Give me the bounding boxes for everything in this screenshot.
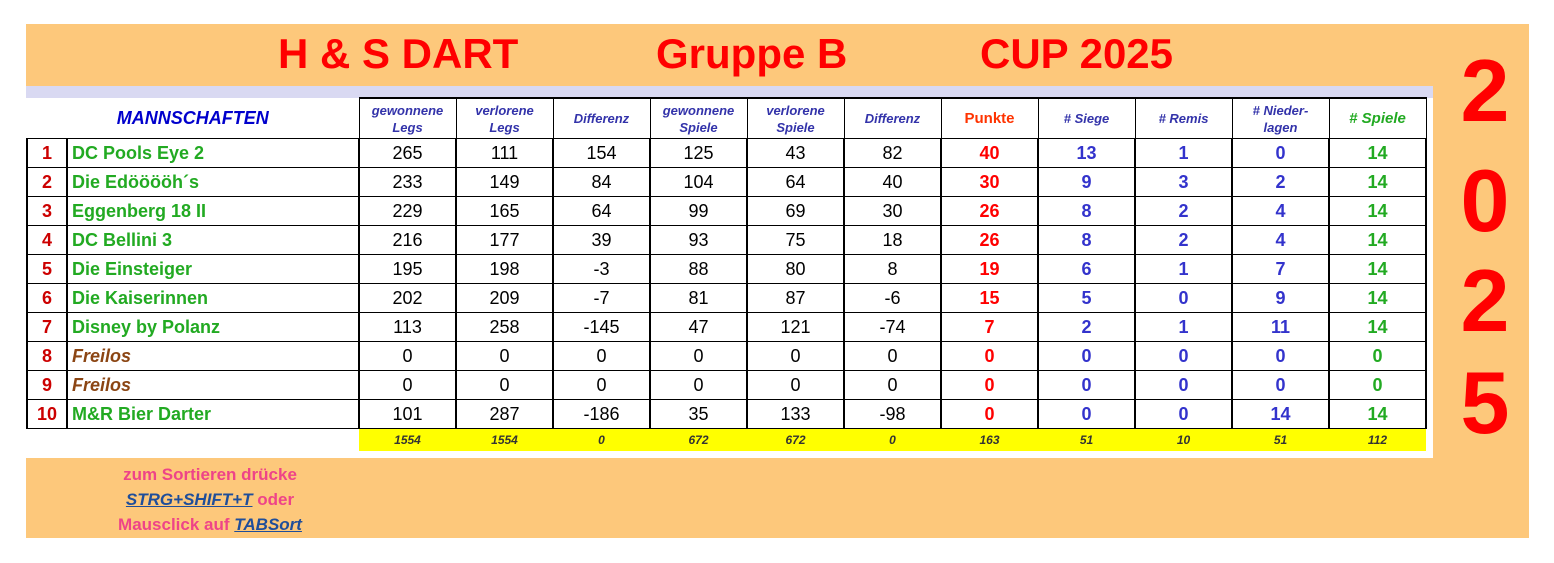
legs-diff-cell: -3 bbox=[553, 255, 650, 284]
header-games-lost[interactable]: verlorene Spiele bbox=[747, 98, 844, 139]
team-name-cell: Eggenberg 18 II bbox=[67, 197, 359, 226]
games-lost-cell: 43 bbox=[747, 139, 844, 168]
year-digit-1: 2 bbox=[1460, 41, 1510, 140]
header-played[interactable]: # Spiele bbox=[1329, 98, 1426, 139]
wins-cell: 2 bbox=[1038, 313, 1135, 342]
legs-lost-cell: 165 bbox=[456, 197, 553, 226]
wins-cell: 6 bbox=[1038, 255, 1135, 284]
legs-diff-cell: 0 bbox=[553, 342, 650, 371]
rank-cell: 6 bbox=[27, 284, 67, 313]
team-name-cell: DC Pools Eye 2 bbox=[67, 139, 359, 168]
team-name-cell: Die Edööööh´s bbox=[67, 168, 359, 197]
legs-won-cell: 0 bbox=[359, 342, 456, 371]
games-lost-cell: 121 bbox=[747, 313, 844, 342]
rank-cell: 9 bbox=[27, 371, 67, 400]
table-row[interactable] bbox=[27, 255, 1426, 284]
games-lost-cell: 133 bbox=[747, 400, 844, 429]
points-cell: 0 bbox=[941, 400, 1038, 429]
played-cell: 14 bbox=[1329, 197, 1426, 226]
games-won-cell: 35 bbox=[650, 400, 747, 429]
team-name-cell: Disney by Polanz bbox=[67, 313, 359, 342]
games-won-cell: 88 bbox=[650, 255, 747, 284]
legs-won-cell: 216 bbox=[359, 226, 456, 255]
header-points[interactable]: Punkte bbox=[941, 98, 1038, 139]
table-row[interactable] bbox=[27, 197, 1426, 226]
points-cell: 19 bbox=[941, 255, 1038, 284]
sort-instructions bbox=[60, 462, 360, 537]
games-lost-cell: 0 bbox=[747, 342, 844, 371]
title-left: H & S DART bbox=[278, 30, 519, 77]
header-draws[interactable]: # Remis bbox=[1135, 98, 1232, 139]
legs-diff-cell: 39 bbox=[553, 226, 650, 255]
played-cell: 0 bbox=[1329, 371, 1426, 400]
table-row[interactable] bbox=[27, 139, 1426, 168]
legs-won-cell: 113 bbox=[359, 313, 456, 342]
draws-cell: 0 bbox=[1135, 342, 1232, 371]
wins-cell: 8 bbox=[1038, 197, 1135, 226]
points-cell: 0 bbox=[941, 342, 1038, 371]
team-name-cell: Freilos bbox=[67, 342, 359, 371]
legs-won-cell: 265 bbox=[359, 139, 456, 168]
table-row[interactable] bbox=[27, 313, 1426, 342]
totals-spacer bbox=[27, 429, 359, 452]
games-diff-cell: 40 bbox=[844, 168, 941, 197]
table-row[interactable] bbox=[27, 284, 1426, 313]
played-cell: 14 bbox=[1329, 284, 1426, 313]
title-cup: CUP 2025 bbox=[980, 30, 1174, 77]
total-wins: 51 bbox=[1038, 429, 1135, 452]
played-cell: 14 bbox=[1329, 313, 1426, 342]
wins-cell: 5 bbox=[1038, 284, 1135, 313]
legs-diff-cell: 84 bbox=[553, 168, 650, 197]
team-name-cell: Die Kaiserinnen bbox=[67, 284, 359, 313]
games-won-cell: 104 bbox=[650, 168, 747, 197]
draws-cell: 0 bbox=[1135, 400, 1232, 429]
rank-cell: 1 bbox=[27, 139, 67, 168]
legs-won-cell: 202 bbox=[359, 284, 456, 313]
legs-lost-cell: 209 bbox=[456, 284, 553, 313]
total-played: 112 bbox=[1329, 429, 1426, 452]
header-legs-diff[interactable]: Differenz bbox=[553, 98, 650, 139]
year-digit-4: 5 bbox=[1460, 353, 1510, 452]
games-won-cell: 0 bbox=[650, 342, 747, 371]
wins-cell: 0 bbox=[1038, 400, 1135, 429]
team-name-cell: Die Einsteiger bbox=[67, 255, 359, 284]
games-lost-cell: 80 bbox=[747, 255, 844, 284]
legs-diff-cell: 64 bbox=[553, 197, 650, 226]
header-losses[interactable]: # Nieder- lagen bbox=[1232, 98, 1329, 139]
total-points: 163 bbox=[941, 429, 1038, 452]
total-legs-diff: 0 bbox=[553, 429, 650, 452]
played-cell: 14 bbox=[1329, 226, 1426, 255]
team-name-cell: M&R Bier Darter bbox=[67, 400, 359, 429]
played-cell: 14 bbox=[1329, 168, 1426, 197]
standings-table bbox=[26, 97, 1427, 451]
header-legs-lost[interactable]: verlorene Legs bbox=[456, 98, 553, 139]
wins-cell: 0 bbox=[1038, 342, 1135, 371]
legs-diff-cell: -7 bbox=[553, 284, 650, 313]
header-wins[interactable]: # Siege bbox=[1038, 98, 1135, 139]
draws-cell: 2 bbox=[1135, 197, 1232, 226]
header-legs-won[interactable]: gewonnene Legs bbox=[359, 98, 456, 139]
games-diff-cell: -74 bbox=[844, 313, 941, 342]
note-line-1: zum Sortieren drücke bbox=[123, 465, 297, 484]
games-lost-cell: 69 bbox=[747, 197, 844, 226]
games-diff-cell: 0 bbox=[844, 371, 941, 400]
losses-cell: 9 bbox=[1232, 284, 1329, 313]
title-group: Gruppe B bbox=[656, 30, 848, 77]
points-cell: 15 bbox=[941, 284, 1038, 313]
table-row[interactable] bbox=[27, 371, 1426, 400]
legs-diff-cell: -186 bbox=[553, 400, 650, 429]
rank-cell: 3 bbox=[27, 197, 67, 226]
total-games-won: 672 bbox=[650, 429, 747, 452]
team-name-cell: Freilos bbox=[67, 371, 359, 400]
table-row[interactable] bbox=[27, 400, 1426, 429]
games-diff-cell: 18 bbox=[844, 226, 941, 255]
games-diff-cell: 30 bbox=[844, 197, 941, 226]
games-diff-cell: 8 bbox=[844, 255, 941, 284]
games-diff-cell: -98 bbox=[844, 400, 941, 429]
wins-cell: 0 bbox=[1038, 371, 1135, 400]
points-cell: 0 bbox=[941, 371, 1038, 400]
played-cell: 14 bbox=[1329, 255, 1426, 284]
draws-cell: 2 bbox=[1135, 226, 1232, 255]
points-cell: 26 bbox=[941, 197, 1038, 226]
header-games-won[interactable]: gewonnene Spiele bbox=[650, 98, 747, 139]
losses-cell: 0 bbox=[1232, 139, 1329, 168]
games-lost-cell: 0 bbox=[747, 371, 844, 400]
games-won-cell: 47 bbox=[650, 313, 747, 342]
games-lost-cell: 64 bbox=[747, 168, 844, 197]
header-teams[interactable]: MANNSCHAFTEN bbox=[116, 107, 269, 128]
played-cell: 14 bbox=[1329, 139, 1426, 168]
games-won-cell: 81 bbox=[650, 284, 747, 313]
year-digit-2: 0 bbox=[1460, 151, 1510, 250]
header-row bbox=[27, 98, 1426, 139]
points-cell: 40 bbox=[941, 139, 1038, 168]
legs-lost-cell: 177 bbox=[456, 226, 553, 255]
rank-cell: 5 bbox=[27, 255, 67, 284]
legs-won-cell: 0 bbox=[359, 371, 456, 400]
legs-diff-cell: 0 bbox=[553, 371, 650, 400]
total-legs-lost: 1554 bbox=[456, 429, 553, 452]
legs-lost-cell: 0 bbox=[456, 371, 553, 400]
draws-cell: 0 bbox=[1135, 284, 1232, 313]
draws-cell: 0 bbox=[1135, 371, 1232, 400]
rank-cell: 8 bbox=[27, 342, 67, 371]
legs-lost-cell: 287 bbox=[456, 400, 553, 429]
legs-diff-cell: -145 bbox=[553, 313, 650, 342]
wins-cell: 9 bbox=[1038, 168, 1135, 197]
losses-cell: 7 bbox=[1232, 255, 1329, 284]
games-won-cell: 125 bbox=[650, 139, 747, 168]
team-name-cell: DC Bellini 3 bbox=[67, 226, 359, 255]
total-legs-won: 1554 bbox=[359, 429, 456, 452]
games-diff-cell: -6 bbox=[844, 284, 941, 313]
legs-won-cell: 233 bbox=[359, 168, 456, 197]
games-won-cell: 0 bbox=[650, 371, 747, 400]
legs-lost-cell: 198 bbox=[456, 255, 553, 284]
table-row[interactable] bbox=[27, 342, 1426, 371]
legs-won-cell: 195 bbox=[359, 255, 456, 284]
year-digit-3: 2 bbox=[1460, 251, 1510, 350]
sort-shortcut-link[interactable]: STRG+SHIFT+T bbox=[125, 490, 253, 509]
games-won-cell: 93 bbox=[650, 226, 747, 255]
points-cell: 30 bbox=[941, 168, 1038, 197]
total-losses: 51 bbox=[1232, 429, 1329, 452]
losses-cell: 2 bbox=[1232, 168, 1329, 197]
rank-cell: 4 bbox=[27, 226, 67, 255]
played-cell: 0 bbox=[1329, 342, 1426, 371]
wins-cell: 13 bbox=[1038, 139, 1135, 168]
losses-cell: 0 bbox=[1232, 371, 1329, 400]
draws-cell: 1 bbox=[1135, 255, 1232, 284]
losses-cell: 4 bbox=[1232, 197, 1329, 226]
points-cell: 7 bbox=[941, 313, 1038, 342]
losses-cell: 11 bbox=[1232, 313, 1329, 342]
games-diff-cell: 0 bbox=[844, 342, 941, 371]
title-bar bbox=[26, 24, 1433, 86]
games-lost-cell: 87 bbox=[747, 284, 844, 313]
legs-lost-cell: 0 bbox=[456, 342, 553, 371]
legs-lost-cell: 258 bbox=[456, 313, 553, 342]
header-games-diff[interactable]: Differenz bbox=[844, 98, 941, 139]
totals-row bbox=[27, 429, 1426, 452]
table-row[interactable] bbox=[27, 226, 1426, 255]
games-lost-cell: 75 bbox=[747, 226, 844, 255]
total-games-diff: 0 bbox=[844, 429, 941, 452]
table-row[interactable] bbox=[27, 168, 1426, 197]
losses-cell: 0 bbox=[1232, 342, 1329, 371]
rank-cell: 7 bbox=[27, 313, 67, 342]
legs-lost-cell: 149 bbox=[456, 168, 553, 197]
losses-cell: 14 bbox=[1232, 400, 1329, 429]
legs-won-cell: 101 bbox=[359, 400, 456, 429]
note-click-text: Mausclick auf bbox=[118, 515, 230, 534]
games-won-cell: 99 bbox=[650, 197, 747, 226]
wins-cell: 8 bbox=[1038, 226, 1135, 255]
legs-lost-cell: 111 bbox=[456, 139, 553, 168]
draws-cell: 3 bbox=[1135, 168, 1232, 197]
draws-cell: 1 bbox=[1135, 313, 1232, 342]
legs-diff-cell: 154 bbox=[553, 139, 650, 168]
draws-cell: 1 bbox=[1135, 139, 1232, 168]
note-or: oder bbox=[257, 490, 295, 509]
rank-cell: 10 bbox=[27, 400, 67, 429]
total-games-lost: 672 bbox=[747, 429, 844, 452]
games-diff-cell: 82 bbox=[844, 139, 941, 168]
rank-cell: 2 bbox=[27, 168, 67, 197]
total-draws: 10 bbox=[1135, 429, 1232, 452]
losses-cell: 4 bbox=[1232, 226, 1329, 255]
tabsort-link[interactable]: TABSort bbox=[234, 515, 302, 534]
points-cell: 26 bbox=[941, 226, 1038, 255]
played-cell: 14 bbox=[1329, 400, 1426, 429]
legs-won-cell: 229 bbox=[359, 197, 456, 226]
